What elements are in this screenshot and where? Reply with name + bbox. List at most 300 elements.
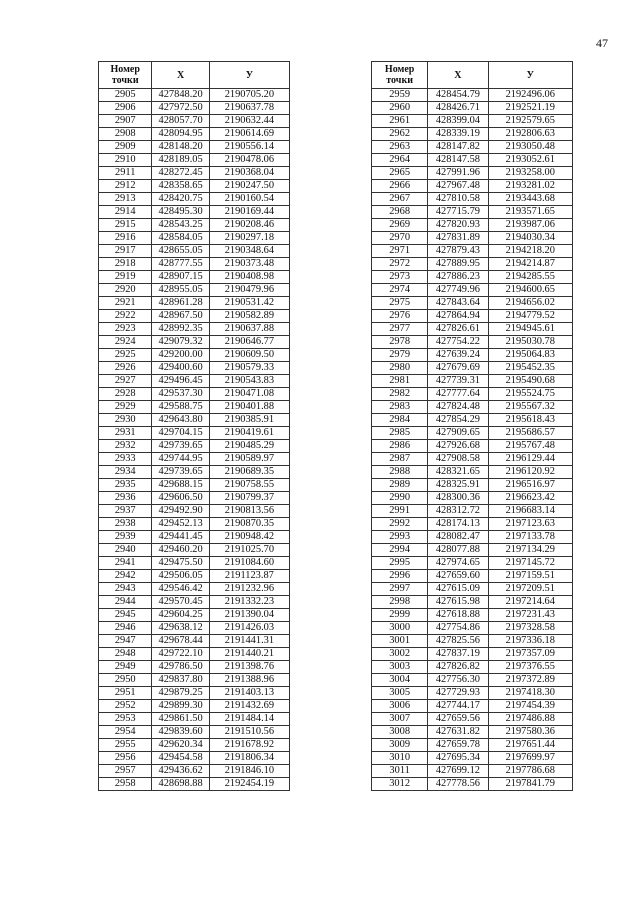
cell-point-number: 2916 xyxy=(99,232,152,245)
table-row xyxy=(372,544,573,557)
table-row xyxy=(372,310,573,323)
cell-point-number: 2933 xyxy=(99,453,152,466)
cell-y: 2190870.35 xyxy=(209,518,289,531)
cell-x: 427659.78 xyxy=(428,739,488,752)
table-row xyxy=(99,622,290,635)
cell-point-number: 2969 xyxy=(372,219,428,232)
cell-x: 427909.65 xyxy=(428,427,488,440)
cell-x: 427967.48 xyxy=(428,180,488,193)
cell-x: 428339.19 xyxy=(428,128,488,141)
cell-point-number: 2998 xyxy=(372,596,428,609)
cell-x: 427889.95 xyxy=(428,258,488,271)
cell-point-number: 2989 xyxy=(372,479,428,492)
cell-x: 427615.98 xyxy=(428,596,488,609)
cell-y: 2193571.65 xyxy=(488,206,572,219)
cell-point-number: 2995 xyxy=(372,557,428,570)
cell-x: 429638.12 xyxy=(152,622,209,635)
cell-y: 2197841.79 xyxy=(488,778,572,791)
table-row xyxy=(372,479,573,492)
cell-point-number: 2924 xyxy=(99,336,152,349)
cell-x: 428543.25 xyxy=(152,219,209,232)
cell-y: 2197145.72 xyxy=(488,557,572,570)
cell-y: 2197580.36 xyxy=(488,726,572,739)
cell-y: 2190637.88 xyxy=(209,323,289,336)
cell-x: 429786.50 xyxy=(152,661,209,674)
table-row xyxy=(372,609,573,622)
cell-y: 2190813.56 xyxy=(209,505,289,518)
cell-x: 428174.13 xyxy=(428,518,488,531)
cell-x: 427749.96 xyxy=(428,284,488,297)
cell-x: 427618.88 xyxy=(428,609,488,622)
cell-y: 2195524.75 xyxy=(488,388,572,401)
cell-x: 429739.65 xyxy=(152,466,209,479)
cell-x: 429620.34 xyxy=(152,739,209,752)
cell-point-number: 3004 xyxy=(372,674,428,687)
cell-y: 2190401.88 xyxy=(209,401,289,414)
table-row xyxy=(372,505,573,518)
table-row xyxy=(372,661,573,674)
table-row xyxy=(372,167,573,180)
cell-x: 427615.09 xyxy=(428,583,488,596)
table-row xyxy=(372,206,573,219)
cell-x: 428698.88 xyxy=(152,778,209,791)
cell-point-number: 2908 xyxy=(99,128,152,141)
cell-y: 2193050.48 xyxy=(488,141,572,154)
table-row xyxy=(372,570,573,583)
table-row xyxy=(99,128,290,141)
cell-point-number: 3012 xyxy=(372,778,428,791)
cell-point-number: 2985 xyxy=(372,427,428,440)
cell-point-number: 2935 xyxy=(99,479,152,492)
cell-point-number: 2914 xyxy=(99,206,152,219)
cell-y: 2190632.44 xyxy=(209,115,289,128)
cell-point-number: 2987 xyxy=(372,453,428,466)
cell-x: 429839.60 xyxy=(152,726,209,739)
cell-x: 428358.65 xyxy=(152,180,209,193)
cell-x: 429200.00 xyxy=(152,349,209,362)
cell-y: 2190478.06 xyxy=(209,154,289,167)
cell-y: 2190208.46 xyxy=(209,219,289,232)
table-row xyxy=(99,518,290,531)
cell-x: 429643.80 xyxy=(152,414,209,427)
cell-y: 2191806.34 xyxy=(209,752,289,765)
cell-x: 427843.64 xyxy=(428,297,488,310)
cell-y: 2195686.57 xyxy=(488,427,572,440)
cell-x: 428777.55 xyxy=(152,258,209,271)
cell-point-number: 2949 xyxy=(99,661,152,674)
cell-y: 2190169.44 xyxy=(209,206,289,219)
cell-y: 2191440.21 xyxy=(209,648,289,661)
cell-x: 427886.23 xyxy=(428,271,488,284)
cell-x: 428148.20 xyxy=(152,141,209,154)
cell-point-number: 3006 xyxy=(372,700,428,713)
cell-x: 427820.93 xyxy=(428,219,488,232)
cell-point-number: 2962 xyxy=(372,128,428,141)
table-row xyxy=(99,167,290,180)
cell-point-number: 3000 xyxy=(372,622,428,635)
cell-y: 2190297.18 xyxy=(209,232,289,245)
table-row xyxy=(99,258,290,271)
cell-point-number: 3010 xyxy=(372,752,428,765)
cell-x: 428655.05 xyxy=(152,245,209,258)
table-row xyxy=(372,180,573,193)
cell-point-number: 2907 xyxy=(99,115,152,128)
table-row xyxy=(372,375,573,388)
cell-y: 2191403.13 xyxy=(209,687,289,700)
cell-x: 429079.32 xyxy=(152,336,209,349)
cell-x: 428955.05 xyxy=(152,284,209,297)
cell-y: 2190556.14 xyxy=(209,141,289,154)
cell-x: 427824.48 xyxy=(428,401,488,414)
table-row xyxy=(372,427,573,440)
cell-point-number: 2973 xyxy=(372,271,428,284)
cell-y: 2191232.96 xyxy=(209,583,289,596)
cell-y: 2190543.83 xyxy=(209,375,289,388)
header-point-number: Номер точки xyxy=(99,62,152,89)
cell-y: 2191332.23 xyxy=(209,596,289,609)
cell-point-number: 2994 xyxy=(372,544,428,557)
cell-y: 2193443.68 xyxy=(488,193,572,206)
cell-point-number: 2905 xyxy=(99,89,152,102)
table-row xyxy=(372,596,573,609)
cell-y: 2192454.19 xyxy=(209,778,289,791)
cell-x: 428907.15 xyxy=(152,271,209,284)
table-row xyxy=(372,115,573,128)
cell-point-number: 2999 xyxy=(372,609,428,622)
table-row xyxy=(372,141,573,154)
cell-x: 427777.64 xyxy=(428,388,488,401)
cell-y: 2195618.43 xyxy=(488,414,572,427)
cell-y: 2190485.29 xyxy=(209,440,289,453)
table-row xyxy=(99,219,290,232)
cell-x: 427926.68 xyxy=(428,440,488,453)
table-row xyxy=(99,453,290,466)
cell-point-number: 2979 xyxy=(372,349,428,362)
cell-point-number: 2937 xyxy=(99,505,152,518)
table-row xyxy=(99,752,290,765)
table-row xyxy=(372,388,573,401)
cell-x: 429400.60 xyxy=(152,362,209,375)
cell-x: 427825.56 xyxy=(428,635,488,648)
table-row xyxy=(372,219,573,232)
cell-x: 427991.96 xyxy=(428,167,488,180)
table-row xyxy=(372,674,573,687)
cell-x: 428189.05 xyxy=(152,154,209,167)
cell-y: 2191441.31 xyxy=(209,635,289,648)
table-row xyxy=(372,531,573,544)
cell-point-number: 2991 xyxy=(372,505,428,518)
cell-point-number: 2929 xyxy=(99,401,152,414)
table-row xyxy=(372,232,573,245)
cell-y: 2197134.29 xyxy=(488,544,572,557)
cell-point-number: 3008 xyxy=(372,726,428,739)
cell-point-number: 2959 xyxy=(372,89,428,102)
cell-x: 427754.86 xyxy=(428,622,488,635)
cell-x: 429570.45 xyxy=(152,596,209,609)
cell-y: 2192579.65 xyxy=(488,115,572,128)
cell-x: 427837.19 xyxy=(428,648,488,661)
cell-x: 428077.88 xyxy=(428,544,488,557)
cell-x: 427679.69 xyxy=(428,362,488,375)
cell-point-number: 2982 xyxy=(372,388,428,401)
cell-x: 429460.20 xyxy=(152,544,209,557)
table-row xyxy=(372,414,573,427)
header-x: X xyxy=(428,62,488,89)
cell-point-number: 2912 xyxy=(99,180,152,193)
cell-y: 2190419.61 xyxy=(209,427,289,440)
cell-x: 428272.45 xyxy=(152,167,209,180)
cell-point-number: 2967 xyxy=(372,193,428,206)
cell-point-number: 2964 xyxy=(372,154,428,167)
cell-point-number: 2944 xyxy=(99,596,152,609)
cell-point-number: 2913 xyxy=(99,193,152,206)
table-row xyxy=(99,531,290,544)
table-row xyxy=(372,89,573,102)
cell-y: 2190705.20 xyxy=(209,89,289,102)
cell-y: 2196129.44 xyxy=(488,453,572,466)
cell-y: 2194218.20 xyxy=(488,245,572,258)
cell-x: 429744.95 xyxy=(152,453,209,466)
cell-x: 428495.30 xyxy=(152,206,209,219)
cell-y: 2197123.63 xyxy=(488,518,572,531)
cell-y: 2191398.76 xyxy=(209,661,289,674)
cell-x: 428321.65 xyxy=(428,466,488,479)
cell-x: 429704.15 xyxy=(152,427,209,440)
cell-x: 427695.34 xyxy=(428,752,488,765)
cell-y: 2191510.56 xyxy=(209,726,289,739)
cell-x: 427639.24 xyxy=(428,349,488,362)
cell-y: 2190531.42 xyxy=(209,297,289,310)
cell-point-number: 2953 xyxy=(99,713,152,726)
cell-point-number: 2997 xyxy=(372,583,428,596)
table-row xyxy=(372,323,573,336)
cell-x: 428147.58 xyxy=(428,154,488,167)
cell-point-number: 2911 xyxy=(99,167,152,180)
table-row xyxy=(372,297,573,310)
cell-point-number: 2917 xyxy=(99,245,152,258)
cell-point-number: 2984 xyxy=(372,414,428,427)
cell-x: 429436.62 xyxy=(152,765,209,778)
cell-x: 429588.75 xyxy=(152,401,209,414)
cell-y: 2190247.50 xyxy=(209,180,289,193)
cell-y: 2197209.51 xyxy=(488,583,572,596)
cell-y: 2195030.78 xyxy=(488,336,572,349)
cell-x: 427739.31 xyxy=(428,375,488,388)
cell-point-number: 2943 xyxy=(99,583,152,596)
cell-point-number: 3011 xyxy=(372,765,428,778)
cell-x: 428325.91 xyxy=(428,479,488,492)
cell-x: 429604.25 xyxy=(152,609,209,622)
cell-x: 427879.43 xyxy=(428,245,488,258)
cell-x: 429606.50 xyxy=(152,492,209,505)
cell-y: 2193987.06 xyxy=(488,219,572,232)
cell-x: 429678.44 xyxy=(152,635,209,648)
cell-point-number: 2932 xyxy=(99,440,152,453)
table-row xyxy=(99,193,290,206)
cell-x: 428454.79 xyxy=(428,89,488,102)
cell-y: 2193052.61 xyxy=(488,154,572,167)
cell-x: 428584.05 xyxy=(152,232,209,245)
table-row xyxy=(99,89,290,102)
cell-x: 429454.58 xyxy=(152,752,209,765)
cell-y: 2195064.83 xyxy=(488,349,572,362)
cell-point-number: 2978 xyxy=(372,336,428,349)
table-row xyxy=(99,323,290,336)
cell-point-number: 2977 xyxy=(372,323,428,336)
table-row xyxy=(99,336,290,349)
cell-y: 2191390.04 xyxy=(209,609,289,622)
table-row xyxy=(99,271,290,284)
table-row xyxy=(99,245,290,258)
cell-y: 2195767.48 xyxy=(488,440,572,453)
table-row xyxy=(99,102,290,115)
cell-x: 427729.93 xyxy=(428,687,488,700)
table-row xyxy=(372,583,573,596)
cell-point-number: 2958 xyxy=(99,778,152,791)
cell-point-number: 3007 xyxy=(372,713,428,726)
cell-point-number: 2990 xyxy=(372,492,428,505)
cell-point-number: 2948 xyxy=(99,648,152,661)
cell-x: 428082.47 xyxy=(428,531,488,544)
cell-point-number: 2950 xyxy=(99,674,152,687)
cell-x: 429506.05 xyxy=(152,570,209,583)
cell-x: 428961.28 xyxy=(152,297,209,310)
table-row xyxy=(372,154,573,167)
table-row xyxy=(99,362,290,375)
cell-x: 427631.82 xyxy=(428,726,488,739)
table-row xyxy=(99,674,290,687)
cell-y: 2194600.65 xyxy=(488,284,572,297)
cell-y: 2197651.44 xyxy=(488,739,572,752)
cell-y: 2195490.68 xyxy=(488,375,572,388)
cell-x: 428967.50 xyxy=(152,310,209,323)
cell-y: 2191123.87 xyxy=(209,570,289,583)
cell-x: 429688.15 xyxy=(152,479,209,492)
table-row xyxy=(99,596,290,609)
table-row xyxy=(372,700,573,713)
table-row xyxy=(99,310,290,323)
cell-y: 2197486.88 xyxy=(488,713,572,726)
cell-y: 2196516.97 xyxy=(488,479,572,492)
cell-x: 428147.82 xyxy=(428,141,488,154)
cell-point-number: 2922 xyxy=(99,310,152,323)
cell-point-number: 3001 xyxy=(372,635,428,648)
cell-point-number: 2993 xyxy=(372,531,428,544)
cell-point-number: 2975 xyxy=(372,297,428,310)
cell-y: 2195567.32 xyxy=(488,401,572,414)
cell-point-number: 2927 xyxy=(99,375,152,388)
table-row xyxy=(99,440,290,453)
cell-y: 2190609.50 xyxy=(209,349,289,362)
cell-y: 2197231.43 xyxy=(488,609,572,622)
cell-y: 2197372.89 xyxy=(488,674,572,687)
cell-point-number: 2992 xyxy=(372,518,428,531)
table-row xyxy=(372,687,573,700)
cell-point-number: 2931 xyxy=(99,427,152,440)
cell-point-number: 2939 xyxy=(99,531,152,544)
cell-y: 2194030.34 xyxy=(488,232,572,245)
cell-x: 428426.71 xyxy=(428,102,488,115)
table-row xyxy=(99,427,290,440)
cell-x: 427699.12 xyxy=(428,765,488,778)
table-row xyxy=(372,726,573,739)
cell-x: 427715.79 xyxy=(428,206,488,219)
cell-x: 427810.58 xyxy=(428,193,488,206)
cell-point-number: 2945 xyxy=(99,609,152,622)
table-row xyxy=(372,336,573,349)
cell-point-number: 2941 xyxy=(99,557,152,570)
cell-point-number: 2925 xyxy=(99,349,152,362)
cell-y: 2197336.18 xyxy=(488,635,572,648)
cell-x: 428312.72 xyxy=(428,505,488,518)
table-row xyxy=(99,284,290,297)
cell-x: 427854.29 xyxy=(428,414,488,427)
table-row xyxy=(99,414,290,427)
cell-point-number: 2938 xyxy=(99,518,152,531)
cell-y: 2192521.19 xyxy=(488,102,572,115)
cell-point-number: 3002 xyxy=(372,648,428,661)
table-row xyxy=(372,518,573,531)
cell-x: 429546.42 xyxy=(152,583,209,596)
table-row xyxy=(99,687,290,700)
cell-x: 427744.17 xyxy=(428,700,488,713)
cell-x: 429879.25 xyxy=(152,687,209,700)
table-row xyxy=(372,401,573,414)
cell-y: 2190373.48 xyxy=(209,258,289,271)
cell-y: 2196120.92 xyxy=(488,466,572,479)
table-row xyxy=(372,362,573,375)
cell-y: 2190348.64 xyxy=(209,245,289,258)
table-row xyxy=(372,193,573,206)
cell-x: 428399.04 xyxy=(428,115,488,128)
cell-y: 2191426.03 xyxy=(209,622,289,635)
cell-y: 2194214.87 xyxy=(488,258,572,271)
table-row xyxy=(372,648,573,661)
cell-y: 2190589.97 xyxy=(209,453,289,466)
cell-x: 429722.10 xyxy=(152,648,209,661)
cell-y: 2195452.35 xyxy=(488,362,572,375)
cell-y: 2197328.58 xyxy=(488,622,572,635)
cell-x: 427972.50 xyxy=(152,102,209,115)
table-row xyxy=(372,440,573,453)
table-row xyxy=(372,752,573,765)
cell-y: 2190408.98 xyxy=(209,271,289,284)
table-row xyxy=(99,479,290,492)
table-row xyxy=(99,466,290,479)
cell-y: 2190689.35 xyxy=(209,466,289,479)
cell-point-number: 2966 xyxy=(372,180,428,193)
cell-y: 2190614.69 xyxy=(209,128,289,141)
cell-y: 2196683.14 xyxy=(488,505,572,518)
cell-x: 427848.20 xyxy=(152,89,209,102)
cell-point-number: 2926 xyxy=(99,362,152,375)
cell-y: 2190799.37 xyxy=(209,492,289,505)
table-row xyxy=(372,778,573,791)
cell-point-number: 2976 xyxy=(372,310,428,323)
table-row xyxy=(372,622,573,635)
cell-y: 2192806.63 xyxy=(488,128,572,141)
table-row xyxy=(99,570,290,583)
cell-point-number: 2921 xyxy=(99,297,152,310)
cell-y: 2191678.92 xyxy=(209,739,289,752)
table-row xyxy=(372,245,573,258)
cell-x: 429475.50 xyxy=(152,557,209,570)
cell-point-number: 3005 xyxy=(372,687,428,700)
cell-y: 2194285.55 xyxy=(488,271,572,284)
table-row xyxy=(372,258,573,271)
table-row xyxy=(372,713,573,726)
cell-x: 428094.95 xyxy=(152,128,209,141)
